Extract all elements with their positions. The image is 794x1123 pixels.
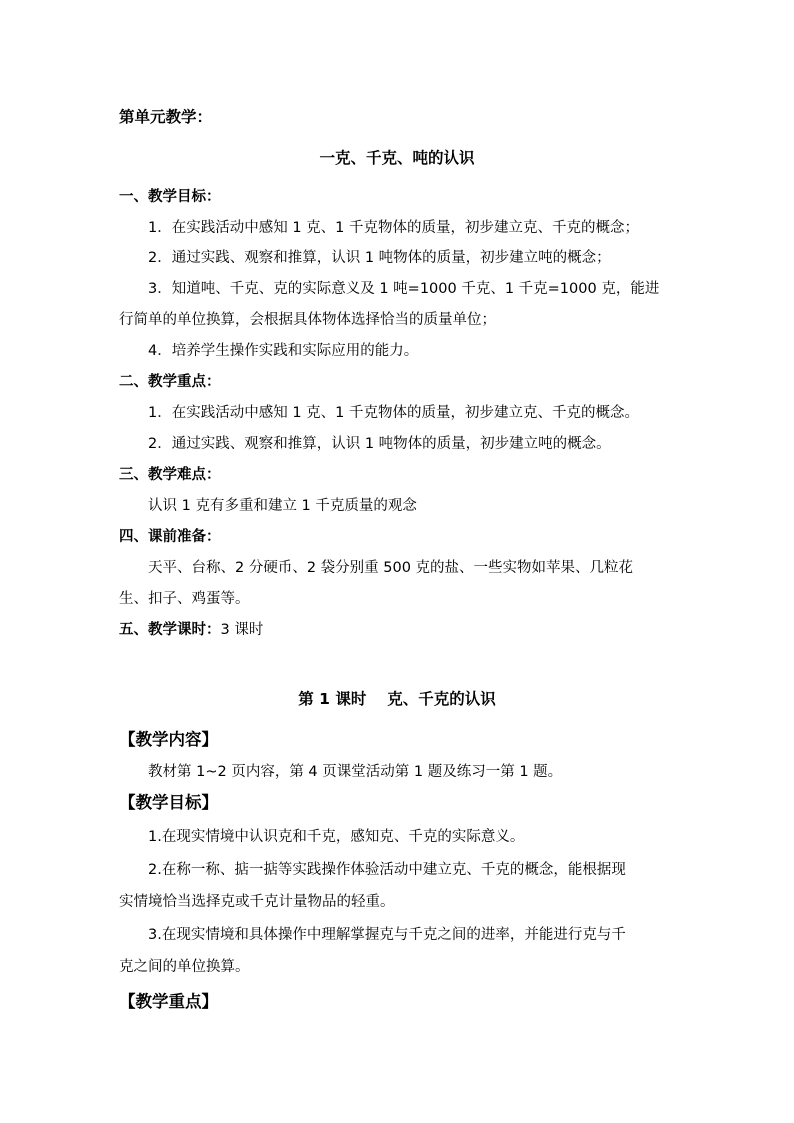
objective-item-3: 3．知道吨、千克、克的实际意义及 1 吨=1000 千克、1 千克=1000 克，能进: [148, 281, 660, 297]
objectives-heading: 一、教学目标：: [119, 189, 221, 205]
unit-title: 一克、千克、吨的认识: [319, 149, 475, 167]
key-point-item-1: 1．在实践活动中感知 1 克、1 千克物体的质量，初步建立克、千克的概念。: [148, 405, 640, 421]
objective-item-3-continued: 行简单的单位换算，会根据具体物体选择恰当的质量单位；: [119, 312, 496, 328]
preparation-line-1: 天平、台称、2 分硬币、2 袋分别重 500 克的盐、一些实物如苹果、几粒花: [148, 560, 634, 576]
key-points-heading: 二、教学重点：: [119, 374, 221, 390]
preparation-line-2: 生、扣子、鸡蛋等。: [119, 591, 250, 607]
hours-value: 3 课时: [220, 622, 264, 638]
key-point-item-2: 2．通过实践、观察和推算，认识 1 吨物体的质量，初步建立吨的概念。: [148, 436, 611, 452]
hours-heading: 五、教学课时：: [119, 622, 221, 638]
goals-heading: 【教学目标】: [119, 793, 218, 812]
goal-line-2-continued: 实情境恰当选择克或千克计量物品的轻重。: [119, 894, 395, 910]
unit-heading: 第单元教学：: [119, 108, 213, 126]
goal-line-1: 1.在现实情境中认识克和千克，感知克、千克的实际意义。: [148, 829, 525, 845]
difficulties-heading: 三、教学难点：: [119, 467, 221, 483]
objective-item-1: 1．在实践活动中感知 1 克、1 千克物体的质量，初步建立克、千克的概念；: [148, 220, 640, 236]
goal-line-3: 3.在现实情境和具体操作中理解掌握克与千克之间的进率，并能进行克与千: [148, 927, 626, 943]
hours-line: [119, 620, 263, 640]
lesson-title: 第 1 课时 克、千克的认识: [298, 690, 496, 708]
difficulties-text: 认识 1 克有多重和建立 1 千克质量的观念: [148, 498, 417, 514]
content-heading: 【教学内容】: [119, 730, 218, 749]
objective-item-4: 4．培养学生操作实践和实际应用的能力。: [148, 343, 419, 359]
objective-item-2: 2．通过实践、观察和推算，认识 1 吨物体的质量，初步建立吨的概念；: [148, 250, 611, 266]
goal-line-3-continued: 克之间的单位换算。: [119, 959, 250, 975]
key-heading: 【教学重点】: [119, 992, 218, 1011]
preparation-heading: 四、课前准备：: [119, 529, 221, 545]
goal-line-2: 2.在称一称、掂一掂等实践操作体验活动中建立克、千克的概念，能根据现: [148, 862, 626, 878]
content-text: 教材第 1~2 页内容，第 4 页课堂活动第 1 题及练习一第 1 题。: [148, 764, 563, 780]
